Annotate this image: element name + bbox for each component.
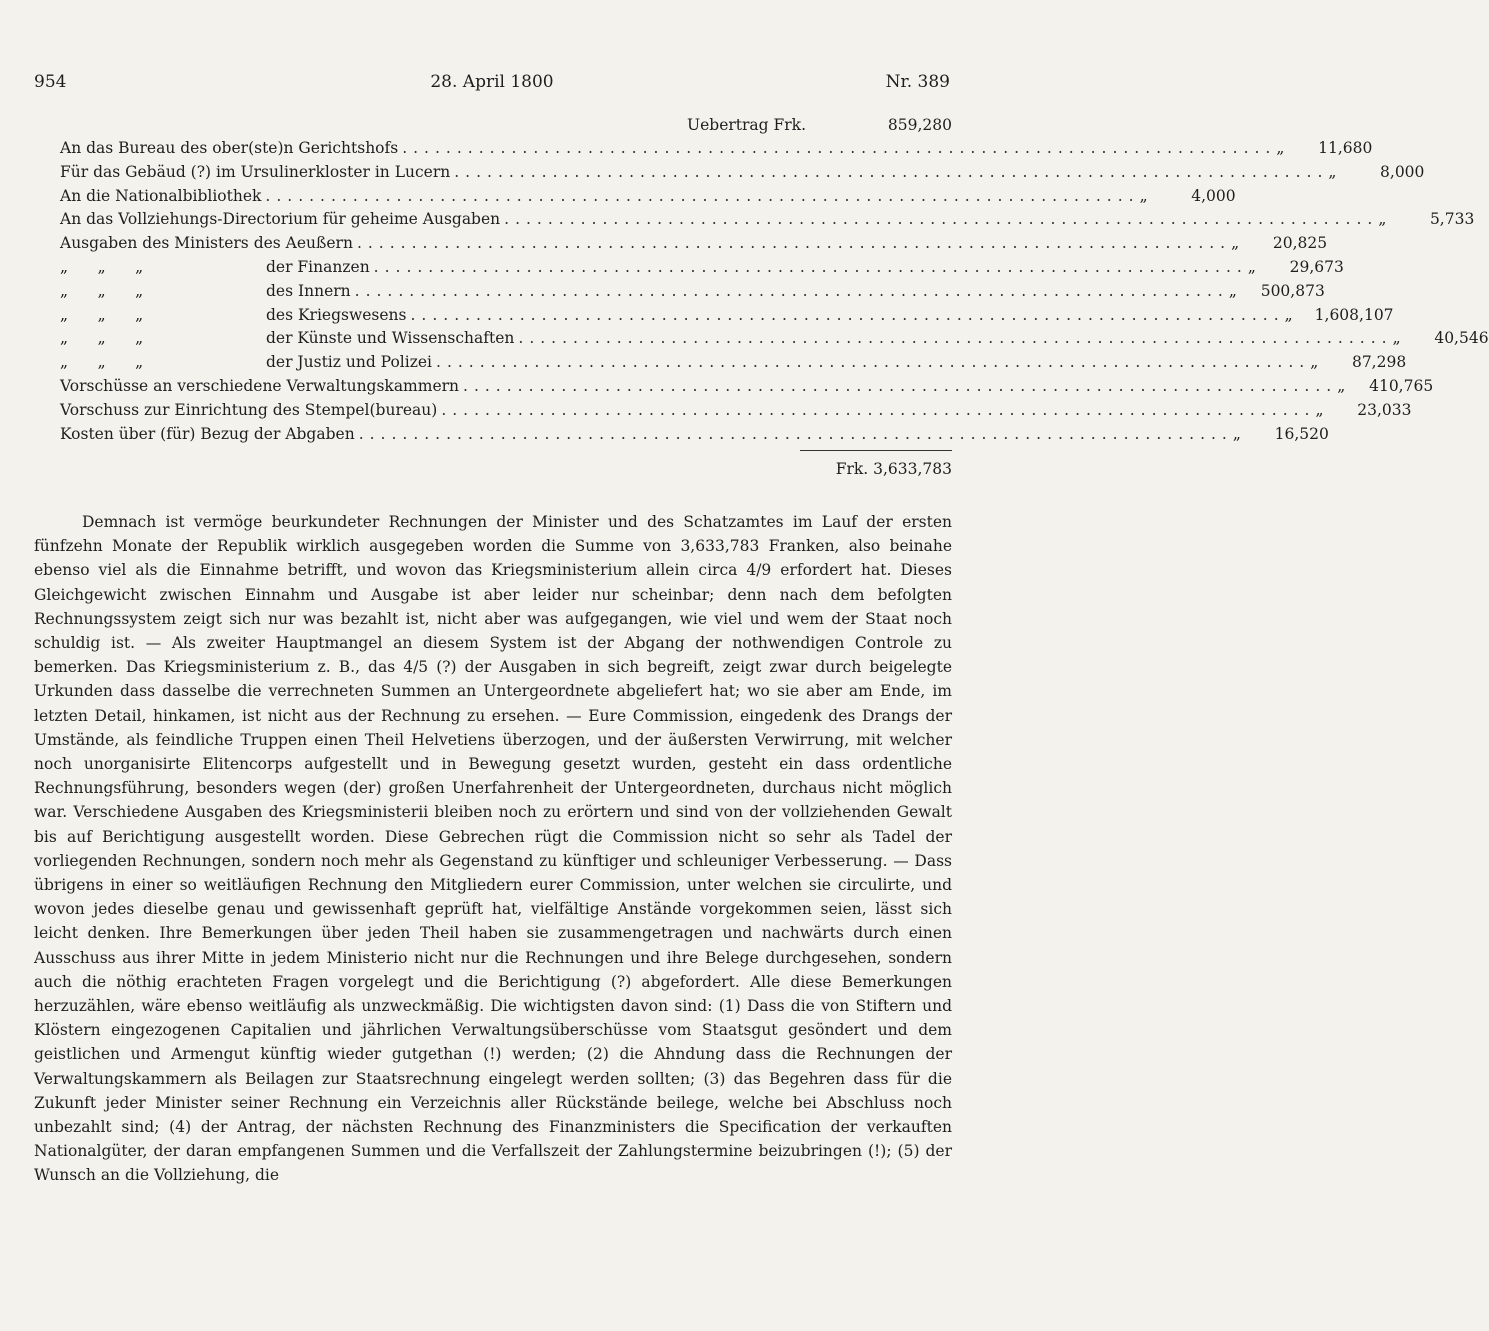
ledger-row — [60, 375, 1434, 399]
body-text — [34, 510, 952, 1188]
ditto-currency: „ — [1328, 162, 1337, 181]
ledger-row-label: An das Vollziehungs-Directorium für geheime Ausgaben — [60, 210, 501, 229]
leader-dots: ................................................................................ — [463, 376, 1338, 395]
ditto-currency: „ — [1315, 400, 1324, 419]
leader-dots: ................................................................................ — [356, 234, 1232, 253]
ditto-marks: „ „ „ — [60, 281, 144, 300]
leader-dots: ................................................................................ — [265, 186, 1140, 205]
ditto-currency: „ — [1247, 257, 1256, 276]
ditto-currency: „ — [1392, 329, 1401, 348]
leader-dots: ................................................................................ — [402, 139, 1277, 157]
carry-over-row — [60, 114, 952, 137]
ditto-marks: „ „ „ — [60, 305, 144, 324]
ledger-row-label: der Justiz und Polizei — [266, 353, 433, 372]
page-number: 954 — [34, 72, 67, 92]
page-date: 28. April 1800 — [430, 72, 554, 92]
ledger-row — [60, 161, 1425, 185]
leader-dots: ................................................................................ — [454, 162, 1329, 181]
ditto-marks: „ „ „ — [60, 329, 144, 348]
ledger-row-label: der Finanzen — [266, 257, 370, 276]
ditto-currency: „ — [1139, 186, 1148, 205]
leader-dots: ................................................................................ — [354, 281, 1229, 300]
ditto-marks: „ „ „ — [60, 353, 144, 372]
ditto-currency: „ — [1337, 376, 1346, 395]
ledger-row — [60, 351, 1407, 375]
carry-over-amount: 859,280 — [887, 116, 952, 134]
ledger-row-label: An die Nationalbibliothek — [60, 186, 262, 205]
ledger-row-amount: 410,765 — [1369, 376, 1434, 395]
ledger-row — [60, 399, 1412, 423]
ledger-row — [60, 232, 1328, 256]
ledger-row-label: Ausgaben des Ministers des Aeußern — [60, 234, 353, 253]
ledger-rows — [60, 137, 1489, 446]
ledger-row-label: Vorschüsse an verschiedene Verwaltungskammern — [60, 376, 460, 395]
ledger-row-amount: 40,546 — [1434, 329, 1489, 348]
ledger-row-label: des Innern — [266, 281, 351, 300]
ledger-row-label: der Künste und Wissenschaften — [266, 329, 515, 348]
ledger-row-amount: 16,520 — [1274, 424, 1329, 443]
ledger-row — [60, 137, 1373, 161]
ledger-row-label: Kosten über (für) Bezug der Abgaben — [60, 424, 355, 443]
total-row — [60, 455, 952, 483]
ditto-currency: „ — [1284, 305, 1293, 324]
ditto-currency: „ — [1378, 210, 1387, 229]
page-header — [34, 72, 950, 102]
leader-dots: ................................................................................ — [504, 210, 1379, 229]
ledger-row — [60, 304, 1394, 328]
ledger-row-amount: 500,873 — [1260, 281, 1325, 300]
ditto-currency: „ — [1231, 234, 1240, 253]
ditto-marks: „ „ „ — [60, 257, 144, 276]
ledger-row-amount: 4,000 — [1191, 186, 1236, 205]
ditto-currency: „ — [1232, 424, 1241, 443]
ledger-row-amount: 8,000 — [1380, 162, 1425, 181]
document-number: Nr. 389 — [885, 72, 950, 92]
leader-dots: ................................................................................ — [441, 400, 1316, 419]
ledger-row-label: des Kriegswesens — [266, 305, 407, 324]
body-paragraph: Demnach ist vermöge beurkundeter Rechnungen der Minister und des Schatzamtes im Lauf der ersten fünfzehn Monate der Republik wirklich ausgegeben worden die Summe von 3,633,783 Franken, also beinahe ebenso viel als die Einnahme betrifft, und wovon das Kriegsministerium allein circa 4/9 erfordert hat. Dieses Gleichgewicht zwischen Einnahm und Ausgabe ist aber leider nur scheinbar; denn nach dem befolgten Rechnungssystem zeigt sich nur was bezahlt ist, nicht aber was aufgegangen, wie viel und wem der Staat noch schuldig ist. — Als zweiter Hauptmangel an diesem System ist der Abgang der nothwendigen Controle zu bemerken. Das Kriegsministerium z. B., das 4/5 (?) der Ausgaben in sich begreift, zeigt zwar durch beigelegte Urkunden dass dasselbe die verrechneten Summen an Untergeordnete abgeliefert hat; wo sie aber am Ende, im letzten Detail, hinkamen, ist nicht aus der Rechnung zu ersehen. — Eure Commission, eingedenk des Drangs der Umstände, als feindliche Truppen einen Theil Helvetiens überzogen, und der äußersten Verwirrung, mit welcher noch unorganisirte Elitencorps aufgestellt und in Bewegung gesetzt wurden, gesteht ein dass ordentliche Rechnungsführung, besonders wegen (der) großen Unerfahrenheit der Untergeordneten, durchaus nicht möglich war. Verschiedene Ausgaben des Kriegsministerii bleiben noch zu erörtern und sind von der vollziehenden Gewalt bis auf Berichtigung ausgestellt worden. Diese Gebrechen rügt die Commission nicht so sehr als Tadel der vorliegenden Rechnungen, sondern noch mehr als Gegenstand zu künftiger und schleuniger Verbesserung. — Dass übrigens in einer so weitläufigen Rechnung den Mitgliedern eurer Commission, unter welchen sie circulirte, und wovon jedes dieselbe genau und gewissenhaft geprüft hat, vielfältige Anstände vorgekommen seien, lässt sich leicht denken. Ihre Bemerkungen über jeden Theil haben sie zusammengetragen und nachwärts durch einen Ausschuss aus ihrer Mitte in jedem Ministerio nicht nur die Rechnungen und ihre Belege durchgesehen, sondern auch die nöthig erachteten Fragen vorgelegt und die Berichtigung (?) abgefordert. Alle diese Bemerkungen herzuzählen, wäre ebenso weitläufig als unzweckmäßig. Die wichtigsten davon sind: (1) Dass die von Stiftern und Klöstern eingezogenen Capitalien und jährlichen Verwaltungsüberschüsse vom Staatsgut gesöndert und dem geistlichen und Armengut künftig wieder gutgethan (!) werden; (2) die Ahndung dass die Rechnungen der Verwaltungskammern als Beilagen zur Staatsrechnung eingelegt werden sollten; (3) das Begehren dass für die Zukunft jeder Minister seiner Rechnung ein Verzeichnis aller Rückstände beilege, welche bei Abschluss noch unbezahlt sind; (4) der Antrag, der nächsten Rechnung des Finanzministers die Specification der verkauften Nationalgüter, der daran empfangenen Summen und die Verfallszeit der Zahlungstermine beizubringen (!); (5) der Wunsch an die Vollziehung, die — [34, 513, 952, 1185]
ledger-row-amount: 5,733 — [1429, 210, 1475, 229]
ledger-row-label: Vorschuss zur Einrichtung des Stempel(bureau) — [60, 400, 438, 419]
ledger-row-label: Für das Gebäud (?) im Ursulinerkloster in Lucern — [60, 162, 451, 181]
leader-dots: ................................................................................ — [373, 257, 1248, 276]
leader-dots: ................................................................................ — [518, 329, 1393, 348]
expense-ledger — [60, 114, 1489, 483]
carry-over-label: Uebertrag Frk. — [687, 116, 806, 134]
ledger-row-amount: 1,608,107 — [1314, 305, 1394, 324]
ledger-row-amount: 20,825 — [1272, 234, 1328, 253]
leader-dots: ................................................................................ — [358, 424, 1233, 443]
ditto-currency: „ — [1310, 353, 1319, 372]
ledger-row — [60, 208, 1475, 232]
ledger-row — [60, 280, 1325, 304]
ledger-row — [60, 185, 1236, 209]
sum-rule — [800, 450, 952, 451]
ledger-row-amount: 11,680 — [1318, 139, 1373, 157]
ledger-row-amount: 29,673 — [1289, 257, 1344, 276]
ditto-currency: „ — [1276, 139, 1285, 157]
leader-dots: ................................................................................ — [410, 305, 1285, 324]
ledger-row-amount: 23,033 — [1357, 400, 1412, 419]
total-amount: Frk. 3,633,783 — [835, 460, 952, 479]
ledger-row — [60, 327, 1489, 351]
ledger-row-label: An das Bureau des ober(ste)n Gerichtshofs — [60, 139, 399, 157]
ledger-row-amount: 87,298 — [1351, 353, 1407, 372]
ditto-currency: „ — [1228, 281, 1237, 300]
leader-dots: ................................................................................ — [436, 353, 1311, 372]
ledger-row — [60, 256, 1344, 280]
ledger-row — [60, 423, 1329, 447]
